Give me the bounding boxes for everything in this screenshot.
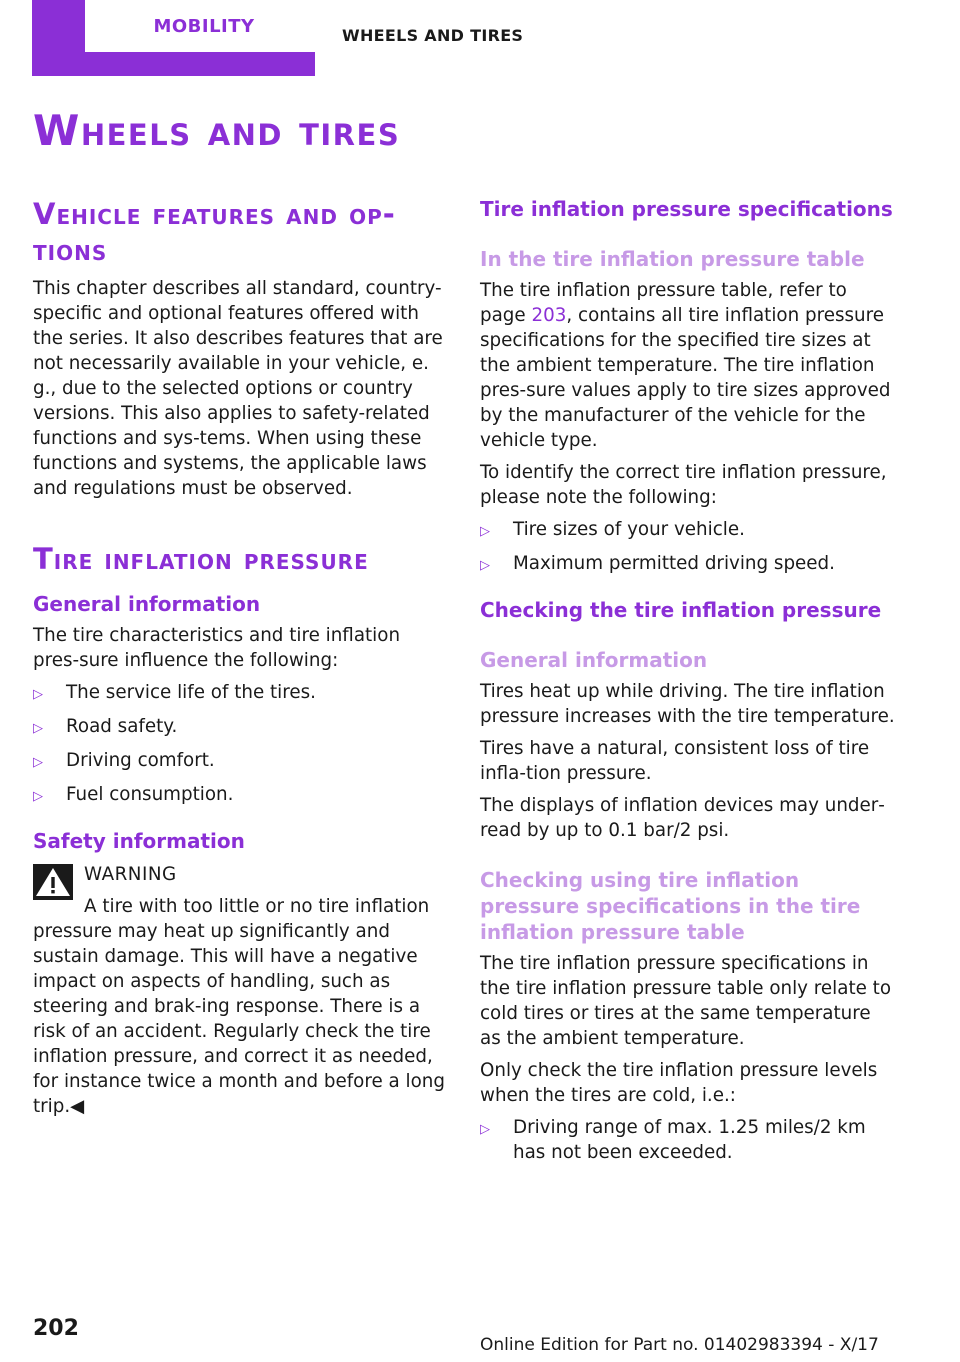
bullet-list-influence	[33, 680, 448, 809]
paragraph-identify: To identify the correct tire inflation pressure, please note the following:	[480, 462, 887, 508]
heading-general-information-right: General information	[480, 648, 708, 672]
warning-text-first-line: A tire with too little or no tire inflation	[84, 896, 430, 917]
page-link[interactable]: 203	[531, 305, 567, 326]
heading-checking-pressure: Checking the tire inflation pressure	[480, 598, 882, 622]
chapter-tab-inner	[85, 0, 323, 52]
section-label: WHEELS AND TIRES	[342, 26, 524, 45]
heading-checking-using-table: Checking using tire inflation pressure specifications in the tire inflation pressure table	[480, 868, 861, 944]
list-item: ▷ Fuel consumption.	[33, 782, 448, 809]
warning-text: pressure may heat up significantly and sustain damage. This will have a negative impact on aspects of handling, such as steering and brak‐ing response. There is a risk of an accident. Regularly check the tire inflation pressure, and correct it as needed, for instance twice a month and before a long trip.◀	[33, 921, 445, 1117]
paragraph-specs-cold: The tire inflation pressure specifications in the tire inflation pressure table only relate to cold tires or tires at the same temperature as the ambient temperature.	[480, 953, 892, 1049]
bullet-marker-icon: ▷	[480, 1122, 490, 1137]
right-column	[480, 196, 895, 1172]
list-item: ▷ Driving comfort.	[33, 748, 448, 775]
heading-tire-inflation-pressure: Tire inflation pressure	[33, 542, 369, 576]
bullet-marker-icon: ▷	[33, 789, 43, 804]
paragraph-only-check: Only check the tire inflation pressure levels when the tires are cold, i.e.:	[480, 1060, 878, 1106]
bullet-marker-icon: ▷	[480, 558, 490, 573]
heading-safety-information: Safety information	[33, 829, 245, 853]
bullet-list-cold	[480, 1115, 895, 1165]
chapter-tab-label: MOBILITY	[153, 15, 255, 37]
edition-footer: Online Edition for Part no. 01402983394 - X/17	[480, 1335, 879, 1355]
bullet-marker-icon: ▷	[33, 687, 43, 702]
list-item: ▷ Road safety.	[33, 714, 448, 741]
bullet-list-identify	[480, 517, 895, 578]
chapter-tab	[32, 0, 315, 76]
bullet-marker-icon: ▷	[33, 755, 43, 770]
paragraph-general: The tire characteristics and tire inflation pres‐sure influence the following:	[33, 625, 401, 671]
warning-block	[33, 862, 448, 1119]
heading-vehicle-features: Vehicle features and op‐tions	[33, 197, 396, 267]
list-item: ▷ Driving range of max. 1.25 miles/2 km has not been exceeded.	[480, 1117, 866, 1163]
bullet-marker-icon: ▷	[480, 524, 490, 539]
heading-tire-inflation-specifications: Tire inflation pressure specifications	[480, 197, 893, 221]
warning-triangle-icon	[33, 864, 73, 900]
bullet-marker-icon: ▷	[33, 721, 43, 736]
list-item: ▷ The service life of the tires.	[33, 680, 448, 707]
warning-title: WARNING	[84, 864, 177, 885]
paragraph-displays: The displays of inflation devices may under‐read by up to 0.1 bar/2 psi.	[480, 795, 885, 841]
paragraph-features: This chapter describes all standard, country-specific and optional features offered with the series. It also describes features that are not necessarily available in your vehicle, e. g., due to the selected options or country versions. This also applies to safety-related functions and sys‐tems. When using these functions and systems, the applicable laws and regulations must be observed.	[33, 278, 443, 499]
paragraph-loss: Tires have a natural, consistent loss of tire infla‐tion pressure.	[480, 738, 870, 784]
paragraph-heat: Tires heat up while driving. The tire inflation pressure increases with the tire temperature.	[480, 681, 895, 727]
left-column	[33, 196, 448, 1119]
page-number: 202	[33, 1316, 79, 1341]
heading-general-information: General information	[33, 592, 261, 616]
paragraph-pressure-table: The tire inflation pressure table, refer to page 203, contains all tire inflation pressure specifications for the specified tire sizes at the ambient temperature. The tire inflation pres‐sure values apply to tire sizes approved by the manufacturer of the vehicle for the vehicle type.	[480, 280, 891, 451]
heading-in-pressure-table: In the tire inflation pressure table	[480, 247, 865, 271]
list-item: ▷ Maximum permitted driving speed.	[480, 551, 895, 578]
list-item: ▷ Tire sizes of your vehicle.	[480, 517, 895, 544]
page-title: Wheels and tires	[33, 106, 401, 155]
